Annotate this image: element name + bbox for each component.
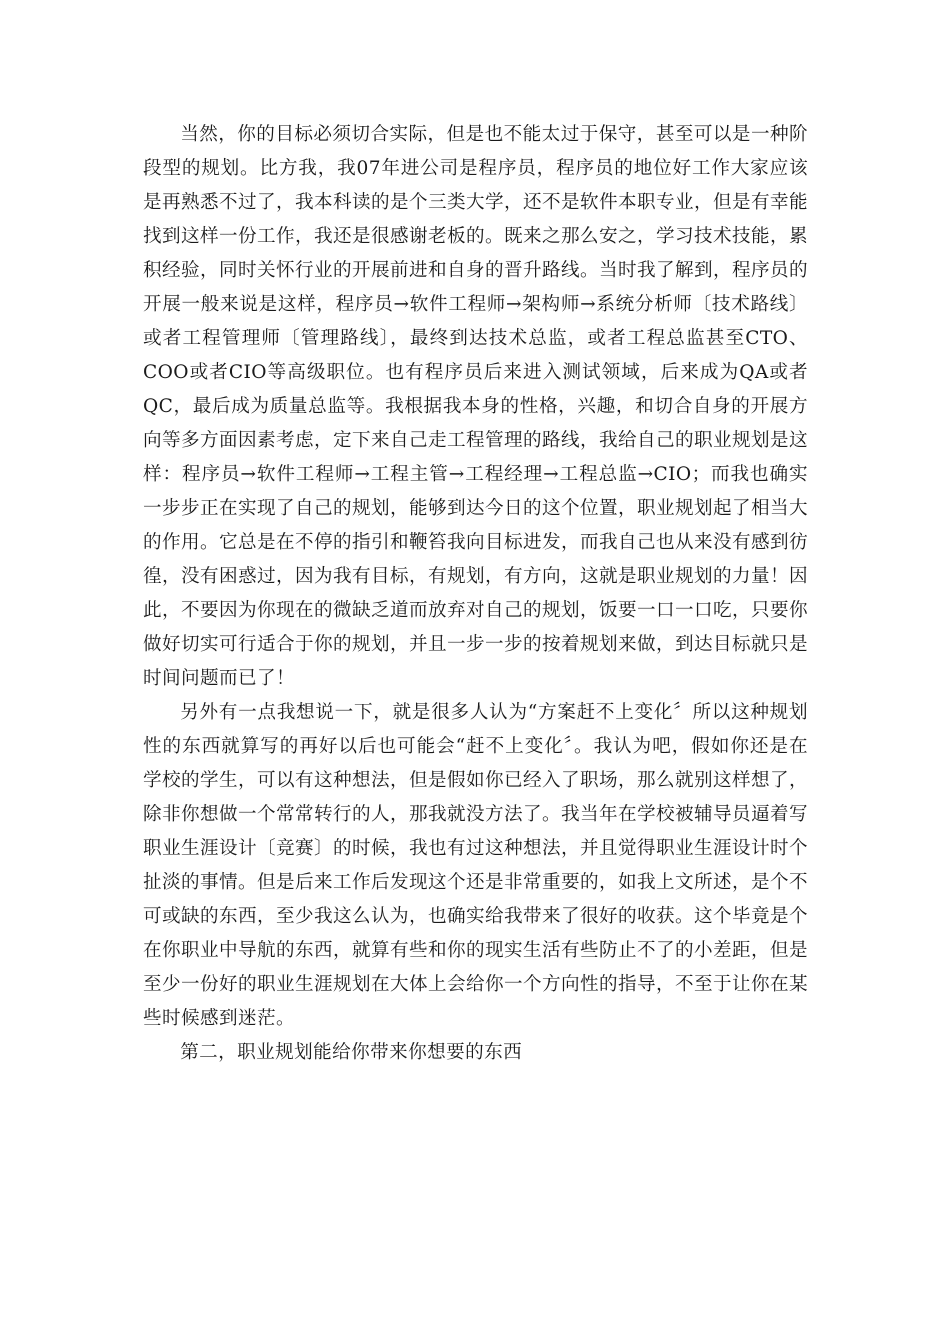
document-body	[143, 118, 808, 1070]
paragraph-career-goal: 当然，你的目标必须切合实际，但是也不能太过于保守，甚至可以是一种阶段型的规划。比方我，我07年进公司是程序员，程序员的地位好工作大家应该是再熟悉不过了，我本科读的是个三类大学，还不是软件本职专业，但是有幸能找到这样一份工作，我还是很感谢老板的。既来之那么安之，学习技术技能，累积经验，同时关怀行业的开展前进和自身的晋升路线。当时我了解到，程序员的开展一般来说是这样，程序员→软件工程师→架构师→系统分析师〔技术路线〕或者工程管理师〔管理路线〕，最终到达技术总监，或者工程总监甚至CTO、COO或者CIO等高级职位。也有程序员后来进入测试领域，后来成为QA或者QC，最后成为质量总监等。我根据我本身的性格，兴趣，和切合自身的开展方向等多方面因素考虑，定下来自己走工程管理的路线，我给自己的职业规划是这样：程序员→软件工程师→工程主管→工程经理→工程总监→CIO；而我也确实一步步正在实现了自己的规划，能够到达今日的这个位置，职业规划起了相当大的作用。它总是在不停的指引和鞭笞我向目标进发，而我自己也从来没有感到彷徨，没有困惑过，因为我有目标，有规划，有方向，这就是职业规划的力量！因此，不要因为你现在的微缺乏道而放弃对自己的规划，饭要一口一口吃，只要你做好切实可行适合于你的规划，并且一步一步的按着规划来做，到达目标就只是时间问题而已了！	[143, 124, 808, 689]
paragraph-plan-vs-change: 另外有一点我想说一下，就是很多人认为“方案赶不上变化〞所以这种规划性的东西就算写的再好以后也可能会“赶不上变化〞。我认为吧，假如你还是在学校的学生，可以有这种想法，但是假如你已经入了职场，那么就别这样想了，除非你想做一个常常转行的人，那我就没方法了。我当年在学校被辅导员逼着写职业生涯设计〔竞赛〕的时候，我也有过这种想法，并且觉得职业生涯设计时个扯淡的事情。但是后来工作后发现这个还是非常重要的，如我上文所述，是个不可或缺的东西，至少我这么认为，也确实给我带来了很好的收获。这个毕竟是个在你职业中导航的东西，就算有些和你的现实生活有些防止不了的小差距，但是至少一份好的职业生涯规划在大体上会给你一个方向性的指导，不至于让你在某些时候感到迷茫。	[143, 702, 808, 1029]
paragraph-second-point: 第二，职业规划能给你带来你想要的东西	[180, 1042, 523, 1063]
